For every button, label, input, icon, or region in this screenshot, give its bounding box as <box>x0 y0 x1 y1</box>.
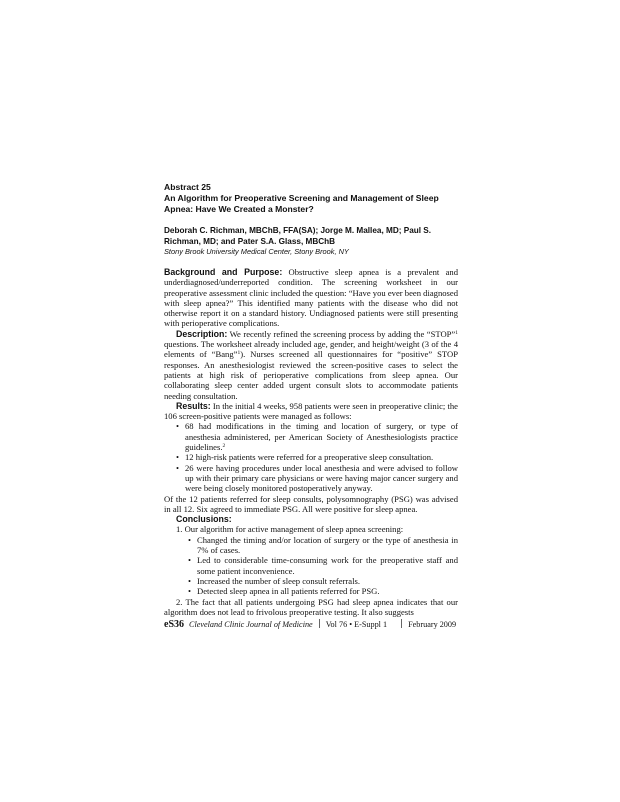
footer-divider <box>401 619 402 628</box>
results-closing: Of the 12 patients referred for sleep consults, polysomnography (PSG) was advised in all 12. Six agreed to immediate PSG. All were positive for sleep apnea. <box>164 493 458 514</box>
reference-marker: 1 <box>237 350 241 357</box>
footer-divider <box>319 619 320 628</box>
description-text-b: questions. The worksheet already included age, gender, and height/weight (3 of the 4 elements of “Bang” <box>164 339 458 360</box>
bullet-icon: • <box>188 586 192 597</box>
conclusions-item-2: 2. The fact that all patients undergoing PSG had sleep apnea indicates that our algorithm does not lead to frivolous preoperative testing. It also suggests <box>164 596 458 617</box>
conclusions-paragraph <box>164 514 458 524</box>
abstract-title: An Algorithm for Preoperative Screening and Management of Sleep Apnea: Have We Created a Monster? <box>164 193 439 214</box>
bullet-icon: • <box>176 452 180 463</box>
results-heading: Results: <box>176 400 211 411</box>
results-bullet-text: 26 were having procedures under local anesthesia and were advised to follow up with their primary care physicians or were having major cancer surgery and were being closely monitored postoperatively anyway. <box>185 462 458 494</box>
list-item <box>164 463 458 494</box>
list-item <box>164 555 458 576</box>
journal-volume: Vol 76 • E-Suppl 1 <box>325 620 388 629</box>
journal-name: Cleveland Clinic Journal of Medicine <box>189 620 313 629</box>
results-bullet-text: 68 had modifications in the timing and location of surgery, or type of anesthesia administered, per American Society of Anesthesiologists practice guidelines. <box>185 421 458 453</box>
abstract-column <box>164 182 458 617</box>
list-item <box>164 586 458 596</box>
background-paragraph <box>164 267 458 329</box>
description-paragraph <box>164 329 458 401</box>
bullet-icon: • <box>176 421 180 432</box>
results-paragraph <box>164 401 458 422</box>
abstract-body <box>164 267 458 617</box>
background-heading: Background and Purpose: <box>164 267 283 277</box>
abstract-number: Abstract 25 <box>164 182 211 192</box>
bullet-icon: • <box>188 534 192 545</box>
conclusions-list <box>164 535 458 597</box>
list-item <box>164 452 458 462</box>
reference-marker: 1 <box>455 329 458 336</box>
conclusions-bullet-text: Led to considerable time-consuming work for the preoperative staff and some patient inconvenience. <box>197 555 458 576</box>
bullet-icon: • <box>188 555 192 566</box>
author-affiliation: Stony Brook University Medical Center, Stony Brook, NY <box>164 247 349 256</box>
description-text-c: ). Nurses screened all questionnaires for “positive” STOP responses. An anesthesiologist reviewed the screen-positive cases to select the patients at high risk of perioperative complications from sleep apnea. Our collaborating sleep center added urgent consult slots to accommodate patients needing consultation. <box>164 349 458 401</box>
journal-date: February 2009 <box>408 620 457 629</box>
bullet-icon: • <box>188 575 192 586</box>
description-text-a: We recently refined the screening process by adding the “STOP” <box>227 328 456 339</box>
conclusions-heading: Conclusions: <box>176 514 232 525</box>
list-item <box>164 576 458 586</box>
page-number: eS36 <box>164 619 184 630</box>
results-bullet-text: 12 high-risk patients were referred for a preoperative sleep consultation. <box>185 452 434 463</box>
background-text: Obstructive sleep apnea is a prevalent and underdiagnosed/underreported condition. The screening worksheet in our preoperative assessment clinic included the question: “Have you ever been diagnosed with sleep apnea?” This identified many patients with the disease who did not otherwise report it on a standard history. Undiagnosed patients were still presenting with perioperative complications. <box>164 267 458 329</box>
list-item <box>164 421 458 452</box>
reference-marker: 2 <box>222 443 226 450</box>
results-list <box>164 421 458 493</box>
conclusions-bullet-text: Increased the number of sleep consult referrals. <box>197 575 360 586</box>
results-intro: In the initial 4 weeks, 958 patients were seen in preoperative clinic; the 106 screen-positive patients were managed as follows: <box>164 400 458 422</box>
list-item <box>164 535 458 556</box>
conclusions-item-1: 1. Our algorithm for active management of sleep apnea screening: <box>176 524 404 535</box>
conclusions-bullet-text: Changed the timing and/or location of surgery or the type of anesthesia in 7% of cases. <box>197 534 458 556</box>
description-heading: Description: <box>176 328 228 339</box>
page-footer <box>164 619 464 630</box>
conclusions-bullet-text: Detected sleep apnea in all patients referred for PSG. <box>197 586 380 597</box>
author-list: Deborah C. Richman, MBChB, FFA(SA); Jorge M. Mallea, MD; Paul S. Richman, MD; and Pater S.A. Glass, MBChB <box>164 226 432 246</box>
bullet-icon: • <box>176 462 180 473</box>
